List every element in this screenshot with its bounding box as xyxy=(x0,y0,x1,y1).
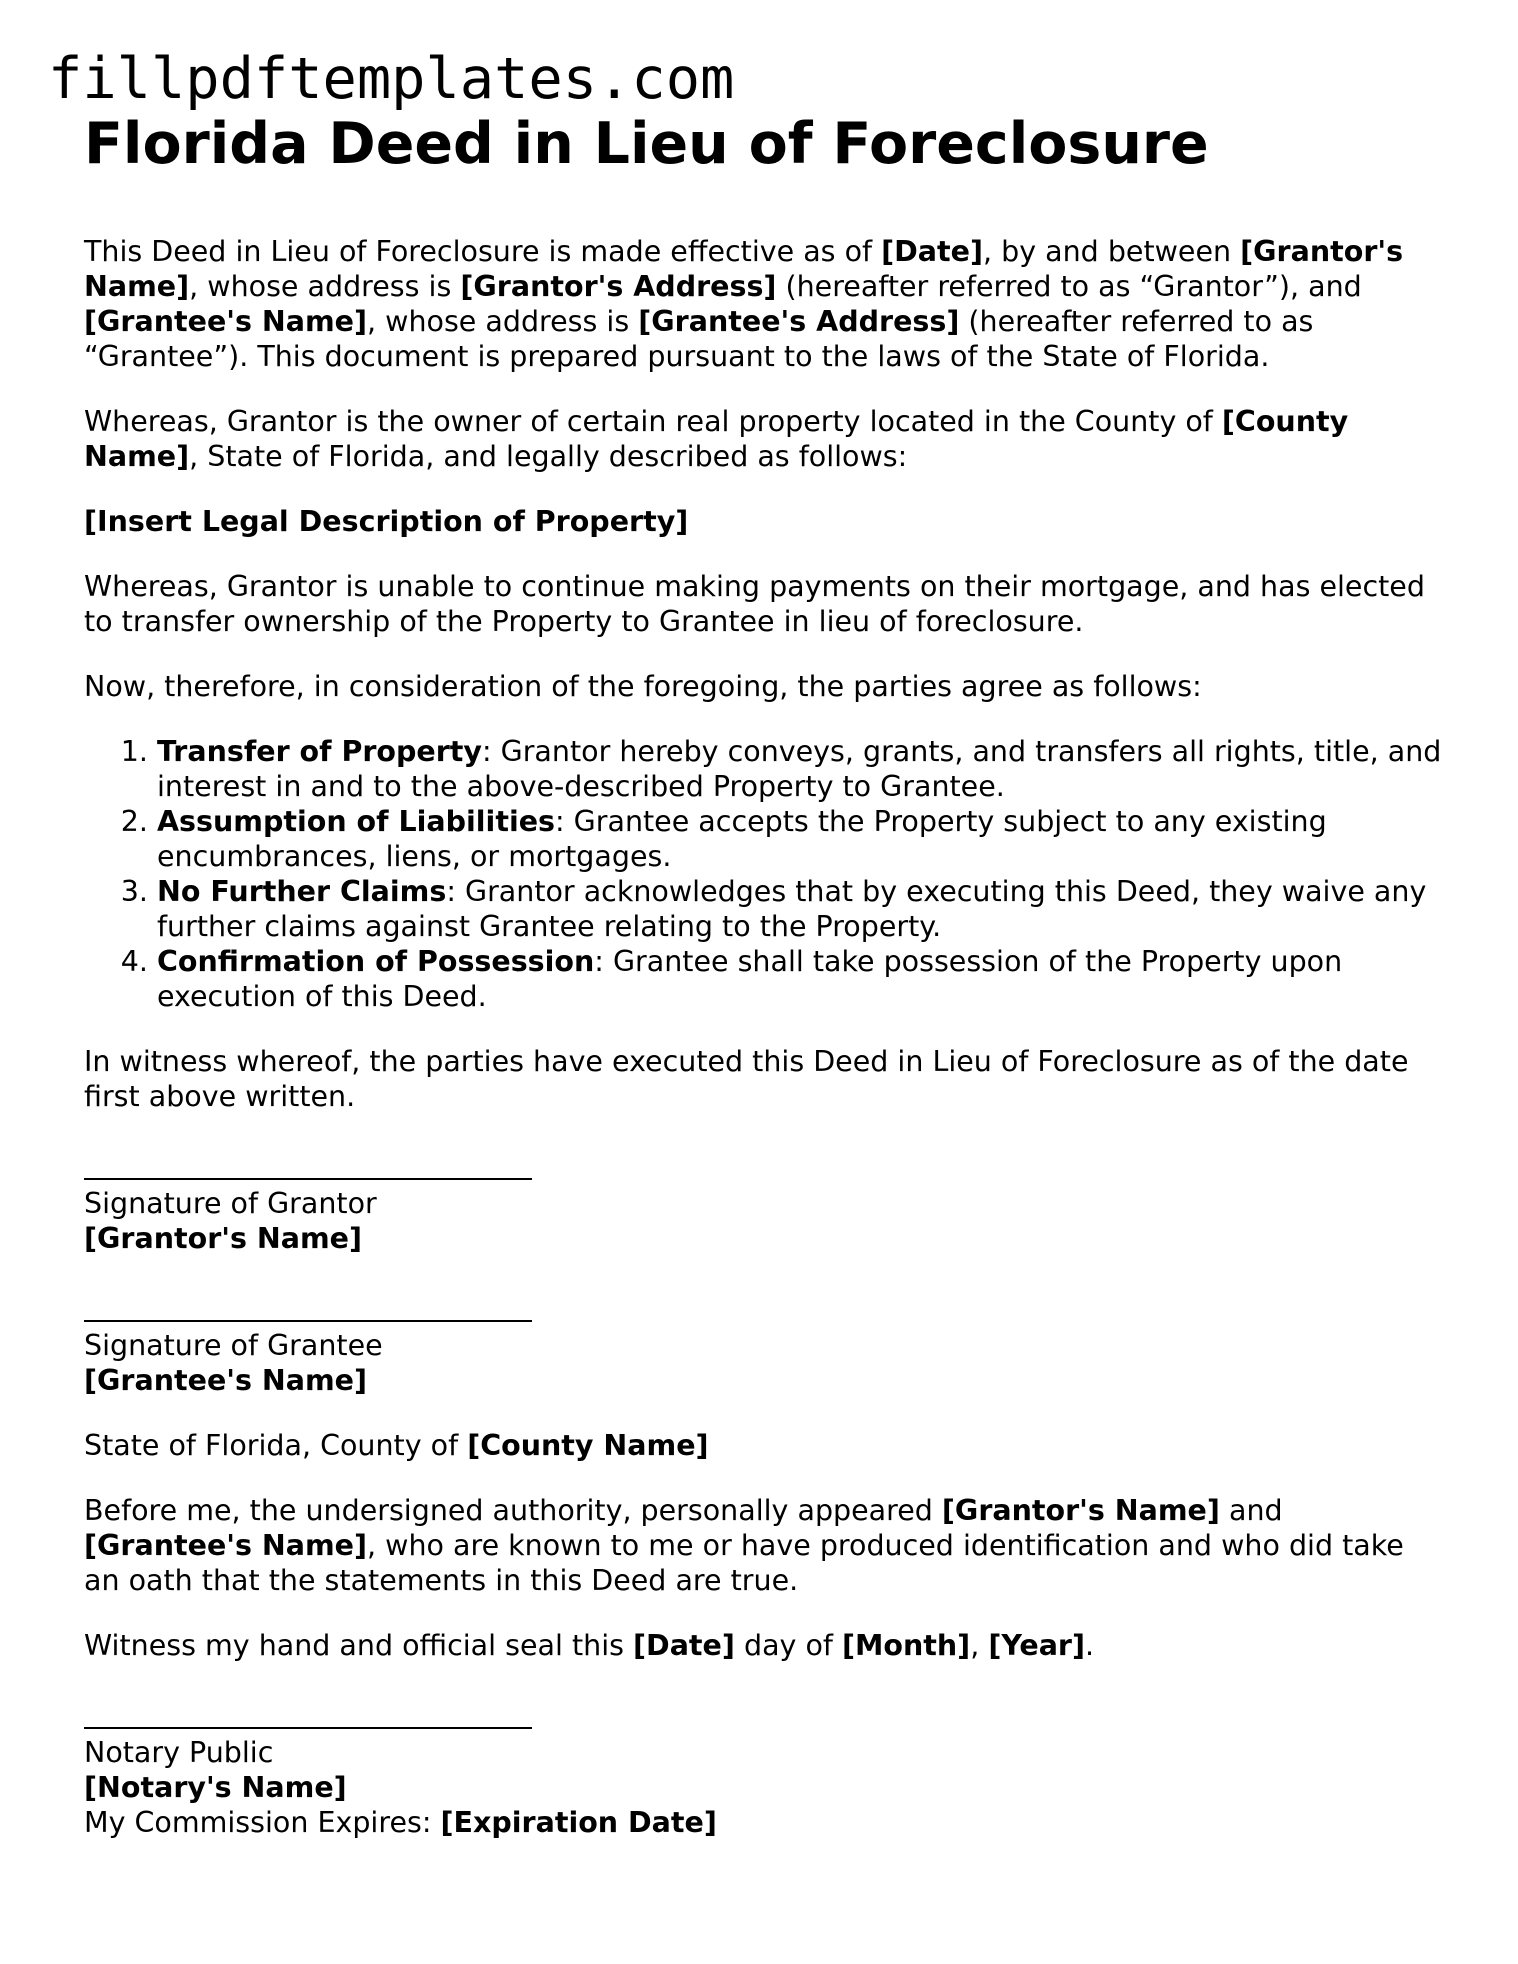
grantor-signature-label: Signature of Grantor xyxy=(84,1187,377,1220)
term-item: 1. Transfer of Property: Grantor hereby conveys, grants, and transfers all rights, title, and interest in and to the above-described Property to Grantee. xyxy=(157,734,1444,804)
document-body xyxy=(84,104,1444,1840)
whereas-payments-paragraph: Whereas, Grantor is unable to continue making payments on their mortgage, and has elected to transfer ownership of the Property to Grantee in lieu of foreclosure. xyxy=(84,570,1425,638)
witness-hand-paragraph: Witness my hand and official seal this [Date] day of [Month], [Year]. xyxy=(84,1629,1095,1662)
term-item: 3. No Further Claims: Grantor acknowledges that by executing this Deed, they waive any further claims against Grantee relating to the Property. xyxy=(157,874,1444,944)
grantor-signature-name: [Grantor's Name] xyxy=(84,1222,363,1255)
terms-list xyxy=(84,734,1444,1014)
notary-signature-line[interactable] xyxy=(84,1727,532,1729)
grantee-signature-line[interactable] xyxy=(84,1320,532,1322)
notary-county-line: State of Florida, County of [County Name] xyxy=(84,1429,709,1462)
legal-description-field: [Insert Legal Description of Property] xyxy=(84,505,689,538)
effective-date-field: [Date] xyxy=(881,235,984,268)
notary-label: Notary Public xyxy=(84,1736,274,1769)
document-title: Florida Deed in Lieu of Foreclosure xyxy=(84,111,1209,177)
intro-paragraph: This Deed in Lieu of Foreclosure is made effective as of [Date], by and between [Grantor's Name], whose address is [Grantor's Address] (hereafter referred to as “Grantor”), and [Grantee's Name], whose address is [Grantee's Address] (hereafter referred to as “Grantee”). This document is prepared pursuant to the laws of the State of Florida. xyxy=(84,235,1404,373)
notary-signature-block xyxy=(84,1727,1444,1840)
grantee-address-field: [Grantee's Address] xyxy=(638,305,960,338)
term-item: 4. Confirmation of Possession: Grantee shall take possession of the Property upon execution of this Deed. xyxy=(157,944,1444,1014)
grantee-signature-label: Signature of Grantee xyxy=(84,1329,383,1362)
grantee-name-field: [Grantee's Name] xyxy=(84,305,368,338)
witness-paragraph: In witness whereof, the parties have executed this Deed in Lieu of Foreclosure as of the date first above written. xyxy=(84,1045,1409,1113)
term-item: 2. Assumption of Liabilities: Grantee accepts the Property subject to any existing encumbrances, liens, or mortgages. xyxy=(157,804,1444,874)
site-watermark: fillpdftemplates.com xyxy=(48,46,735,112)
grantor-name-field: [Grantor's Name] xyxy=(84,235,1404,303)
grantee-signature-name: [Grantee's Name] xyxy=(84,1364,368,1397)
commission-expires: My Commission Expires: [Expiration Date] xyxy=(84,1806,717,1839)
before-me-paragraph: Before me, the undersigned authority, personally appeared [Grantor's Name] and [Grantee's Name], who are known to me or have produced identification and who did take an oath that the statements in this Deed are true. xyxy=(84,1494,1404,1597)
notary-name: [Notary's Name] xyxy=(84,1771,347,1804)
whereas-property-paragraph: Whereas, Grantor is the owner of certain real property located in the County of [County Name], State of Florida, and legally described as follows: xyxy=(84,405,1349,473)
grantee-signature-block xyxy=(84,1320,1444,1398)
county-name-field: [County Name] xyxy=(84,405,1349,473)
grantor-signature-block xyxy=(84,1178,1444,1256)
grantor-signature-line[interactable] xyxy=(84,1178,532,1180)
now-therefore-paragraph: Now, therefore, in consideration of the foregoing, the parties agree as follows: xyxy=(84,670,1202,703)
grantor-address-field: [Grantor's Address] xyxy=(460,270,777,303)
